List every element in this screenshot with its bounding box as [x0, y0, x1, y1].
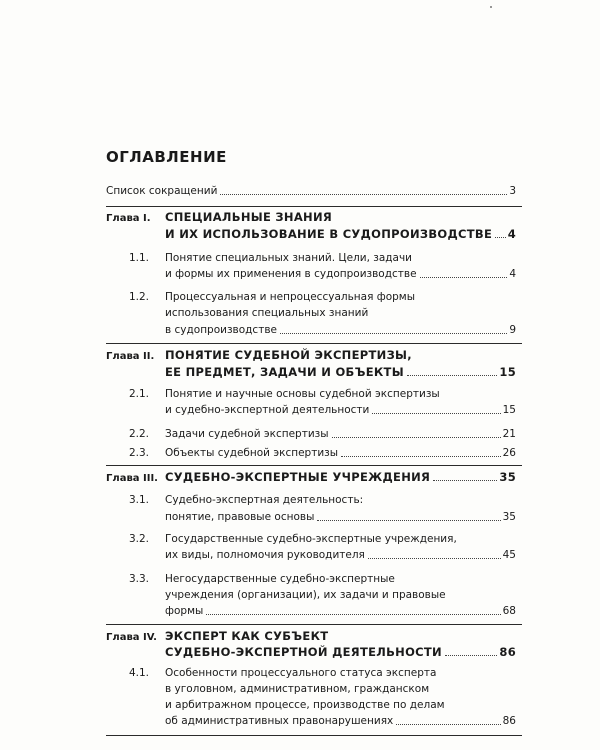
toc-entry-section-2-3[interactable] — [165, 447, 516, 460]
entry-label: ЕЕ ПРЕДМЕТ, ЗАДАЧИ И ОБЪЕКТЫ — [165, 365, 404, 379]
toc-entry-chapter-2[interactable] — [165, 366, 516, 379]
toc-entry-section-3-1[interactable] — [165, 511, 516, 524]
section-number: 2.1. — [128, 388, 149, 400]
divider — [106, 465, 522, 466]
toc-entry-section-2-1[interactable] — [165, 404, 516, 417]
section-1-1-line1[interactable]: Понятие специальных знаний. Цели, задачи — [165, 252, 412, 264]
dot-leader — [495, 236, 506, 238]
dot-leader — [220, 193, 507, 195]
page-number: 9 — [509, 324, 516, 336]
page-number: 15 — [499, 365, 516, 379]
toc-entry-chapter-1[interactable] — [165, 228, 516, 241]
divider — [106, 343, 522, 344]
page-number: 68 — [502, 605, 516, 617]
dot-leader — [433, 479, 497, 481]
page-number: 35 — [499, 470, 516, 484]
chapter-label: Глава I. — [106, 213, 151, 224]
section-1-2-line2[interactable]: использования специальных знаний — [165, 307, 369, 319]
divider — [106, 206, 522, 207]
entry-label: СУДЕБНО-ЭКСПЕРТНОЙ ДЕЯТЕЛЬНОСТИ — [165, 645, 442, 659]
toc-entry-section-4-1[interactable] — [165, 715, 516, 728]
entry-label: понятие, правовые основы — [165, 511, 315, 523]
section-4-1-line3[interactable]: и арбитражном процессе, производстве по делам — [165, 699, 445, 711]
dot-leader — [420, 276, 508, 278]
toc-entry-section-1-1[interactable] — [165, 268, 516, 281]
entry-label: СУДЕБНО-ЭКСПЕРТНЫЕ УЧРЕЖДЕНИЯ — [165, 470, 431, 484]
entry-label: И ИХ ИСПОЛЬЗОВАНИЕ В СУДОПРОИЗВОДСТВЕ — [165, 227, 493, 241]
dot-leader — [368, 557, 501, 559]
section-3-3-line2[interactable]: учреждения (организации), их задачи и правовые — [165, 589, 446, 601]
dot-leader — [407, 374, 497, 376]
chapter-2-title-line1[interactable]: ПОНЯТИЕ СУДЕБНОЙ ЭКСПЕРТИЗЫ, — [165, 348, 412, 362]
toc-entry-section-1-2[interactable] — [165, 324, 516, 337]
divider — [106, 624, 522, 625]
entry-label: об административных правонарушениях — [165, 715, 394, 727]
page-title: ОГЛАВЛЕНИЕ — [106, 148, 227, 166]
section-3-3-line1[interactable]: Негосударственные судебно-экспертные — [165, 573, 395, 585]
dot-leader — [396, 723, 500, 725]
dot-leader — [372, 412, 500, 414]
chapter-1-title-line1[interactable]: СПЕЦИАЛЬНЫЕ ЗНАНИЯ — [165, 210, 333, 224]
page-number: 4 — [507, 227, 516, 241]
dot-leader — [280, 332, 507, 334]
section-3-2-line1[interactable]: Государственные судебно-экспертные учреждения, — [165, 533, 457, 545]
toc-entry-chapter-3[interactable] — [165, 471, 516, 484]
page-number: 3 — [509, 185, 516, 197]
dot-leader — [206, 613, 500, 615]
entry-label: и судебно-экспертной деятельности — [165, 404, 370, 416]
entry-label: формы — [165, 605, 204, 617]
page-number: 35 — [502, 511, 516, 523]
section-3-1-line1[interactable]: Судебно-экспертная деятельность: — [165, 494, 364, 506]
page-number: 26 — [502, 447, 516, 459]
dot-leader — [317, 519, 500, 521]
page-number: 86 — [499, 645, 516, 659]
section-number: 3.1. — [128, 494, 149, 506]
chapter-4-title-line1[interactable]: ЭКСПЕРТ КАК СУБЪЕКТ — [165, 629, 329, 643]
chapter-label: Глава IV. — [106, 632, 157, 643]
entry-label: Объекты судебной экспертизы — [165, 447, 339, 459]
section-number: 3.3. — [128, 573, 149, 585]
page-number: 21 — [502, 428, 516, 440]
chapter-label: Глава II. — [106, 351, 155, 362]
toc-entry-section-2-2[interactable] — [165, 428, 516, 441]
section-number: 2.3. — [128, 447, 149, 459]
section-number: 1.2. — [128, 291, 149, 303]
entry-label: Задачи судебной экспертизы — [165, 428, 329, 440]
toc-entry-section-3-2[interactable] — [165, 549, 516, 562]
entry-label: Список сокращений — [106, 185, 218, 197]
page-number: 4 — [509, 268, 516, 280]
section-1-2-line1[interactable]: Процессуальная и непроцессуальная формы — [165, 291, 416, 303]
dot-leader — [445, 654, 497, 656]
page-number: 15 — [502, 404, 516, 416]
entry-label: в судопроизводстве — [165, 324, 277, 336]
section-number: 1.1. — [128, 252, 149, 264]
entry-label: их виды, полномочия руководителя — [165, 549, 365, 561]
section-2-1-line1[interactable]: Понятие и научные основы судебной экспертизы — [165, 388, 440, 400]
entry-label: и формы их применения в судопроизводстве — [165, 268, 417, 280]
divider — [106, 735, 522, 736]
chapter-label: Глава III. — [106, 473, 158, 484]
section-4-1-line1[interactable]: Особенности процессуального статуса эксперта — [165, 667, 437, 679]
section-4-1-line2[interactable]: в уголовном, административном, гражданском — [165, 683, 430, 695]
page-number: 45 — [502, 549, 516, 561]
section-number: 2.2. — [128, 428, 149, 440]
section-number: 3.2. — [128, 533, 149, 545]
toc-entry-section-3-3[interactable] — [165, 605, 516, 618]
section-number: 4.1. — [128, 667, 149, 679]
toc-entry-abbreviations[interactable] — [106, 185, 516, 198]
page-number: 86 — [502, 715, 516, 727]
paper-speck — [490, 6, 492, 8]
dot-leader — [341, 455, 501, 457]
toc-entry-chapter-4[interactable] — [165, 646, 516, 659]
dot-leader — [332, 436, 501, 438]
